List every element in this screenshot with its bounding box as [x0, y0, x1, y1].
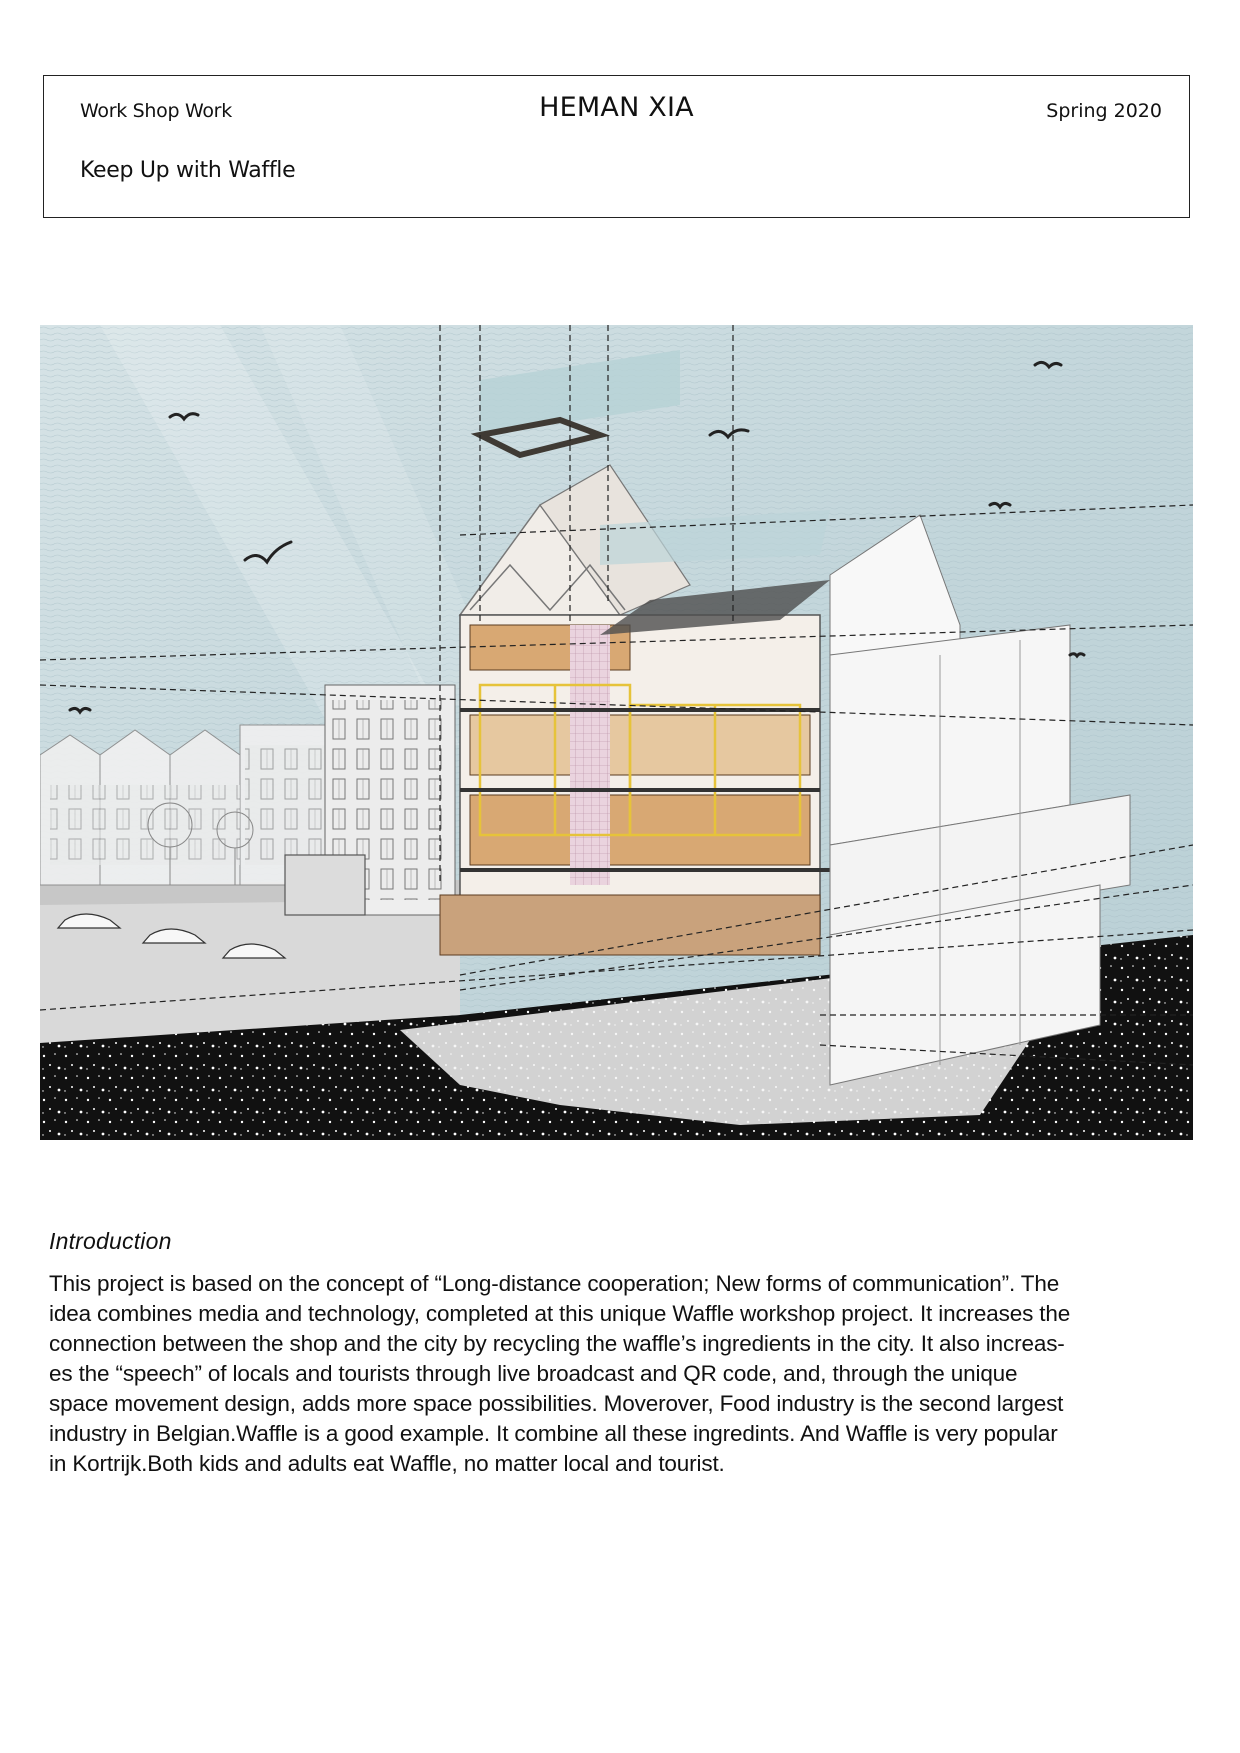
- intro-line: idea combines media and technology, completed at this unique Waffle workshop project. It increases the: [49, 1301, 1071, 1326]
- project-title: Keep Up with Waffle: [80, 158, 296, 183]
- introduction-section: [49, 1228, 1199, 1479]
- introduction-body: [49, 1269, 1199, 1479]
- intro-line: This project is based on the concept of “Long-distance cooperation; New forms of communication”. The: [49, 1271, 1060, 1296]
- intro-line: in Kortrijk.Both kids and adults eat Waffle, no matter local and tourist.: [49, 1451, 725, 1476]
- workshop-label: Work Shop Work: [80, 100, 232, 122]
- intro-line: industry in Belgian.Waffle is a good example. It combine all these ingredints. And Waffle is very popular: [49, 1421, 1058, 1446]
- term-label: Spring 2020: [1046, 100, 1162, 122]
- architectural-section-illustration: [40, 325, 1193, 1140]
- author-name: HEMAN XIA: [539, 92, 694, 123]
- intro-line: space movement design, adds more space possibilities. Moverover, Food industry is the second largest: [49, 1391, 1064, 1416]
- header-box: [43, 75, 1190, 218]
- intro-line: es the “speech” of locals and tourists through live broadcast and QR code, and, through the unique: [49, 1361, 1018, 1386]
- intro-line: connection between the shop and the city by recycling the waffle’s ingredients in the city. It also increas-: [49, 1331, 1065, 1356]
- introduction-heading: Introduction: [49, 1228, 172, 1254]
